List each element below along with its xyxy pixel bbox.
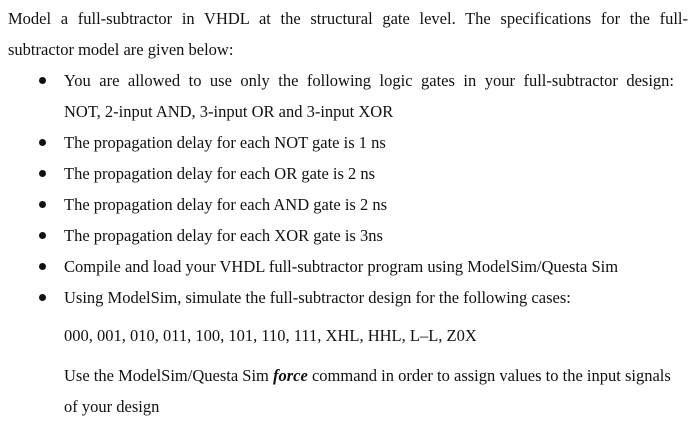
test-cases: 000, 001, 010, 011, 100, 101, 110, 111, XHL, HHL, L–L, Z0X — [64, 326, 477, 345]
bullet-1-line-1: You are allowed to use only the following logic gates in your full-subtractor design: — [64, 71, 674, 90]
bullet-7-text: Using ModelSim, simulate the full-subtractor design for the following cases: — [64, 288, 571, 307]
bullet-marker — [37, 226, 51, 246]
bullet-marker — [37, 164, 51, 184]
note-prefix: Use the ModelSim/Questa Sim — [64, 366, 273, 385]
bullet-1-line-2: NOT, 2-input AND, 3-input OR and 3-input XOR — [64, 102, 394, 121]
note-suffix: command in order to assign values to the input signals — [307, 366, 671, 385]
note-line-2: of your design — [64, 397, 160, 416]
bullet-marker — [37, 288, 51, 308]
intro-line-2: subtractor model are given below: — [8, 40, 234, 59]
bullet-2-text: The propagation delay for each NOT gate is 1 ns — [64, 133, 386, 152]
note-line-1 — [64, 366, 671, 386]
bullet-marker — [37, 195, 51, 215]
bullet-marker — [37, 71, 51, 91]
bullet-6-text: Compile and load your VHDL full-subtractor program using ModelSim/Questa Sim — [64, 257, 619, 276]
bullet-4-text: The propagation delay for each AND gate is 2 ns — [64, 195, 388, 214]
bullet-3-text: The propagation delay for each OR gate is 2 ns — [64, 164, 376, 183]
bullet-marker — [37, 257, 51, 277]
bullet-5-text: The propagation delay for each XOR gate is 3ns — [64, 226, 383, 245]
force-keyword: force — [273, 366, 308, 385]
intro-line-1: Model a full-subtractor in VHDL at the structural gate level. The specifications for the full- — [8, 9, 688, 28]
bullet-marker — [37, 133, 51, 153]
intro-paragraph — [8, 3, 688, 65]
